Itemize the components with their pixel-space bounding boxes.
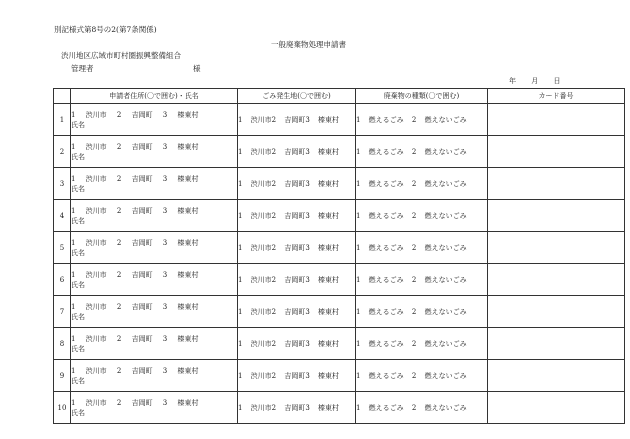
table-row bbox=[54, 200, 625, 232]
name-label: 氏名 bbox=[71, 408, 85, 417]
manager-label: 管理者 bbox=[71, 64, 94, 73]
applicant-address-options: 1 渋川市 2 吉岡町 3 榛東村 bbox=[71, 302, 199, 311]
name-label: 氏名 bbox=[71, 312, 85, 321]
waste-type-options[interactable]: 1 燃えるごみ 2 燃えないごみ bbox=[356, 264, 488, 296]
card-number-cell[interactable] bbox=[488, 168, 625, 200]
applicant-address-options: 1 渋川市 2 吉岡町 3 榛東村 bbox=[71, 334, 199, 343]
site-options[interactable]: 1 渋川市2 吉岡町3 榛東村 bbox=[238, 200, 356, 232]
site-options[interactable]: 1 渋川市2 吉岡町3 榛東村 bbox=[238, 360, 356, 392]
card-number-cell[interactable] bbox=[488, 264, 625, 296]
waste-type-options[interactable]: 1 燃えるごみ 2 燃えないごみ bbox=[356, 360, 488, 392]
name-label: 氏名 bbox=[71, 248, 85, 257]
row-number: 5 bbox=[54, 232, 71, 264]
waste-type-options[interactable]: 1 燃えるごみ 2 燃えないごみ bbox=[356, 392, 488, 424]
applicant-cell[interactable] bbox=[71, 104, 238, 136]
card-number-cell[interactable] bbox=[488, 328, 625, 360]
site-options[interactable]: 1 渋川市2 吉岡町3 榛東村 bbox=[238, 296, 356, 328]
row-number: 7 bbox=[54, 296, 71, 328]
table-row bbox=[54, 296, 625, 328]
card-number-cell[interactable] bbox=[488, 232, 625, 264]
waste-type-options[interactable]: 1 燃えるごみ 2 燃えないごみ bbox=[356, 328, 488, 360]
column-header-waste-type: 廃棄物の種類(〇で囲む) bbox=[356, 89, 488, 104]
column-header-card-number: カード番号 bbox=[488, 89, 625, 104]
site-options[interactable]: 1 渋川市2 吉岡町3 榛東村 bbox=[238, 232, 356, 264]
site-options[interactable]: 1 渋川市2 吉岡町3 榛東村 bbox=[238, 168, 356, 200]
document-title: 一般廃棄物処理申請書 bbox=[271, 40, 346, 49]
column-header-site: ごみ発生地(〇で囲む) bbox=[238, 89, 356, 104]
card-number-cell[interactable] bbox=[488, 360, 625, 392]
applicant-cell[interactable] bbox=[71, 232, 238, 264]
row-number: 3 bbox=[54, 168, 71, 200]
table-header-row bbox=[54, 89, 625, 104]
waste-type-options[interactable]: 1 燃えるごみ 2 燃えないごみ bbox=[356, 136, 488, 168]
card-number-cell[interactable] bbox=[488, 200, 625, 232]
applicant-address-options: 1 渋川市 2 吉岡町 3 榛東村 bbox=[71, 366, 199, 375]
waste-type-options[interactable]: 1 燃えるごみ 2 燃えないごみ bbox=[356, 296, 488, 328]
site-options[interactable]: 1 渋川市2 吉岡町3 榛東村 bbox=[238, 392, 356, 424]
applicant-cell[interactable] bbox=[71, 392, 238, 424]
card-number-cell[interactable] bbox=[488, 296, 625, 328]
table-row bbox=[54, 136, 625, 168]
application-table bbox=[53, 88, 625, 424]
row-number: 4 bbox=[54, 200, 71, 232]
applicant-address-options: 1 渋川市 2 吉岡町 3 榛東村 bbox=[71, 398, 199, 407]
applicant-cell[interactable] bbox=[71, 264, 238, 296]
table-row bbox=[54, 232, 625, 264]
manager-honorific: 様 bbox=[193, 64, 201, 73]
name-label: 氏名 bbox=[71, 280, 85, 289]
site-options[interactable]: 1 渋川市2 吉岡町3 榛東村 bbox=[238, 264, 356, 296]
card-number-cell[interactable] bbox=[488, 392, 625, 424]
name-label: 氏名 bbox=[71, 376, 85, 385]
card-number-cell[interactable] bbox=[488, 136, 625, 168]
table-row bbox=[54, 328, 625, 360]
row-number: 2 bbox=[54, 136, 71, 168]
card-number-cell[interactable] bbox=[488, 104, 625, 136]
table-row bbox=[54, 392, 625, 424]
row-number: 8 bbox=[54, 328, 71, 360]
applicant-address-options: 1 渋川市 2 吉岡町 3 榛東村 bbox=[71, 270, 199, 279]
waste-type-options[interactable]: 1 燃えるごみ 2 燃えないごみ bbox=[356, 168, 488, 200]
applicant-cell[interactable] bbox=[71, 136, 238, 168]
waste-type-options[interactable]: 1 燃えるごみ 2 燃えないごみ bbox=[356, 104, 488, 136]
applicant-address-options: 1 渋川市 2 吉岡町 3 榛東村 bbox=[71, 238, 199, 247]
applicant-address-options: 1 渋川市 2 吉岡町 3 榛東村 bbox=[71, 110, 199, 119]
name-label: 氏名 bbox=[71, 216, 85, 225]
table-row bbox=[54, 264, 625, 296]
date-line: 年 月 日 bbox=[509, 77, 561, 85]
applicant-cell[interactable] bbox=[71, 168, 238, 200]
applicant-address-options: 1 渋川市 2 吉岡町 3 榛東村 bbox=[71, 206, 199, 215]
row-number: 9 bbox=[54, 360, 71, 392]
column-header-number bbox=[54, 89, 71, 104]
waste-type-options[interactable]: 1 燃えるごみ 2 燃えないごみ bbox=[356, 200, 488, 232]
applicant-address-options: 1 渋川市 2 吉岡町 3 榛東村 bbox=[71, 142, 199, 151]
waste-type-options[interactable]: 1 燃えるごみ 2 燃えないごみ bbox=[356, 232, 488, 264]
site-options[interactable]: 1 渋川市2 吉岡町3 榛東村 bbox=[238, 136, 356, 168]
row-number: 6 bbox=[54, 264, 71, 296]
applicant-cell[interactable] bbox=[71, 328, 238, 360]
applicant-cell[interactable] bbox=[71, 200, 238, 232]
column-header-applicant: 申請者住所(〇で囲む)・氏名 bbox=[71, 89, 238, 104]
name-label: 氏名 bbox=[71, 344, 85, 353]
site-options[interactable]: 1 渋川市2 吉岡町3 榛東村 bbox=[238, 104, 356, 136]
applicant-cell[interactable] bbox=[71, 360, 238, 392]
table-row bbox=[54, 168, 625, 200]
name-label: 氏名 bbox=[71, 120, 85, 129]
form-reference: 別記様式第8号の2(第7条関係) bbox=[54, 25, 157, 34]
table-row bbox=[54, 104, 625, 136]
applicant-cell[interactable] bbox=[71, 296, 238, 328]
applicant-address-options: 1 渋川市 2 吉岡町 3 榛東村 bbox=[71, 174, 199, 183]
row-number: 1 bbox=[54, 104, 71, 136]
site-options[interactable]: 1 渋川市2 吉岡町3 榛東村 bbox=[238, 328, 356, 360]
name-label: 氏名 bbox=[71, 184, 85, 193]
row-number: 10 bbox=[54, 392, 71, 424]
addressee: 渋川地区広域市町村圏振興整備組合 bbox=[61, 51, 181, 60]
name-label: 氏名 bbox=[71, 152, 85, 161]
table-row bbox=[54, 360, 625, 392]
